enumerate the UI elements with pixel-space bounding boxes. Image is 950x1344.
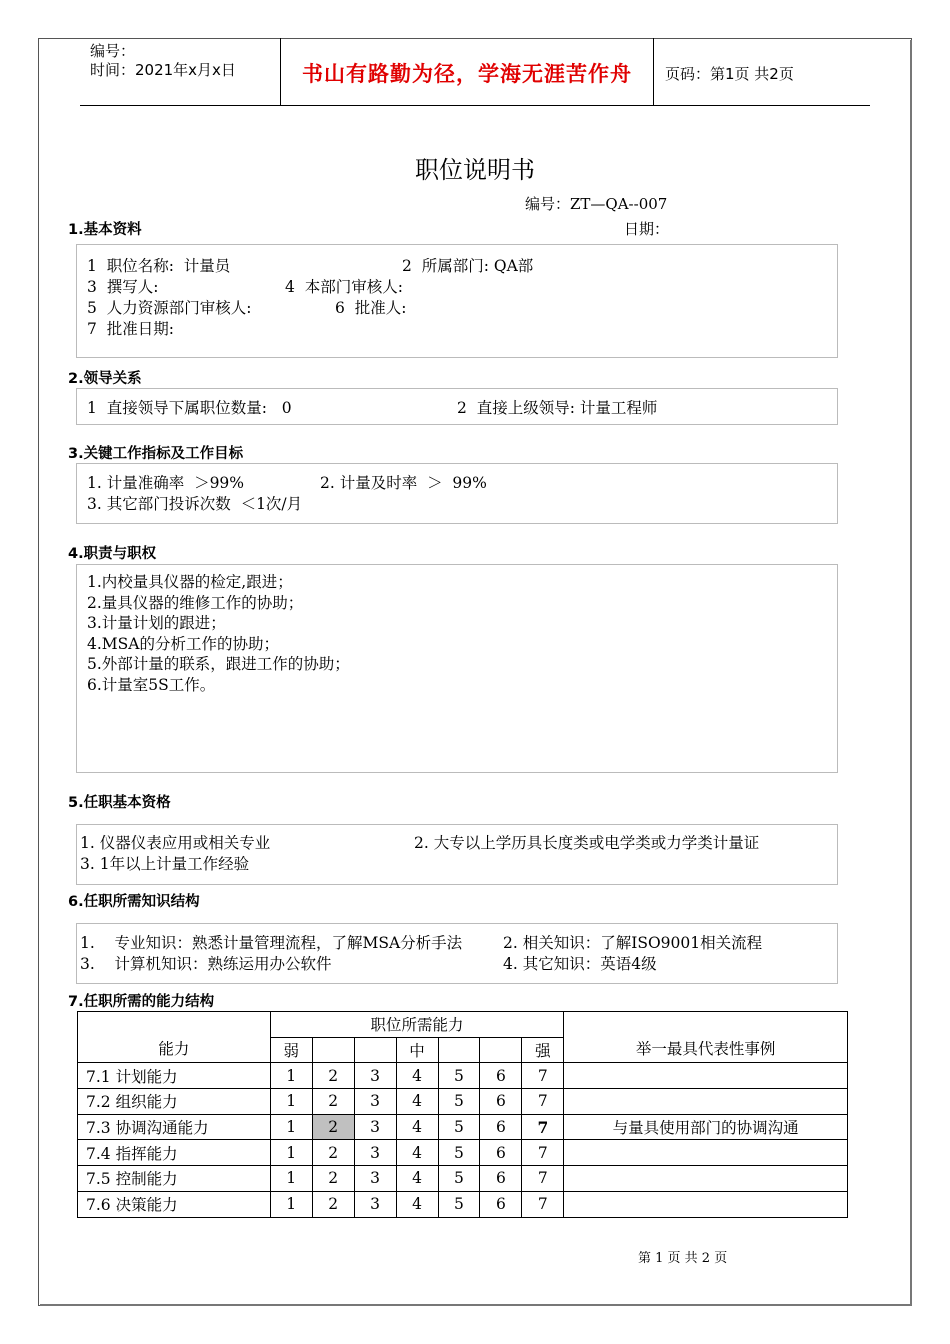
scale-cell: 3	[354, 1140, 396, 1166]
scale-mid: 中	[396, 1037, 438, 1063]
document-number: 编号：ZT—QA--007	[525, 195, 668, 213]
subordinates-count: 1 直接领导下属职位数量: 0	[87, 399, 292, 417]
duty-item: 3.计量计划的跟进；	[87, 614, 226, 632]
scale-cell: 7	[522, 1063, 564, 1089]
col-header-example: 举一最具代表性事例	[564, 1012, 848, 1063]
ability-name: 7.1 计划能力	[78, 1063, 271, 1089]
ability-name: 7.5 控制能力	[78, 1166, 271, 1192]
ability-example	[564, 1140, 848, 1166]
kpi-complaints: 3. 其它部门投诉次数 ＜1次/月	[87, 495, 303, 513]
scale-cell: 5	[438, 1114, 480, 1140]
header-divider	[280, 38, 281, 106]
kpi-timeliness: 2. 计量及时率 ＞ 99%	[320, 474, 487, 492]
department: 2 所属部门: QA部	[402, 257, 534, 275]
scale-cell: 7	[522, 1114, 564, 1140]
scale-cell: 6	[480, 1140, 522, 1166]
document-title: 职位说明书	[415, 156, 535, 184]
scale-cell: 7	[522, 1166, 564, 1192]
table-row	[78, 1063, 848, 1089]
scale-cell: 4	[396, 1191, 438, 1217]
section-title-knowledge: 6.任职所需知识结构	[68, 894, 200, 910]
page-header	[80, 38, 870, 106]
approver: 6 批准人:	[335, 299, 407, 317]
section-title-leadership: 2.领导关系	[68, 371, 142, 387]
approve-date: 7 批准日期:	[87, 320, 174, 338]
job-name: 1 职位名称: 计量员	[87, 257, 231, 275]
ability-example: 与量具使用部门的协调沟通	[564, 1114, 848, 1140]
scale-cell: 1	[270, 1089, 312, 1115]
dept-reviewer: 4 本部门审核人:	[285, 278, 403, 296]
table-row	[78, 1089, 848, 1115]
scale-strong: 强	[522, 1037, 564, 1063]
table-row	[78, 1114, 848, 1140]
duty-item: 4.MSA的分析工作的协助；	[87, 635, 279, 653]
hr-reviewer: 5 人力资源部门审核人:	[87, 299, 252, 317]
duty-item: 1.内校量具仪器的检定,跟进；	[87, 573, 293, 591]
scale-empty	[480, 1037, 522, 1063]
ability-name: 7.3 协调沟通能力	[78, 1114, 271, 1140]
header-time-label: 时间：2021年x月x日	[90, 61, 236, 79]
document-date-label: 日期：	[624, 220, 670, 238]
table-header-row	[78, 1012, 848, 1038]
page-footer: 第 1 页 共 2 页	[638, 1251, 728, 1266]
scale-cell: 4	[396, 1089, 438, 1115]
scale-cell: 3	[354, 1191, 396, 1217]
scale-cell: 2	[312, 1089, 354, 1115]
scale-cell: 5	[438, 1140, 480, 1166]
scale-cell: 1	[270, 1191, 312, 1217]
kpi-accuracy: 1. 计量准确率 ＞99%	[87, 474, 245, 492]
knowledge-professional: 1. 专业知识：熟悉计量管理流程，了解MSA分析手法	[80, 934, 463, 952]
scale-empty	[354, 1037, 396, 1063]
scale-cell: 7	[522, 1140, 564, 1166]
qualification-major: 1. 仪器仪表应用或相关专业	[80, 834, 271, 852]
scale-cell: 6	[480, 1166, 522, 1192]
section-title-qualifications: 5.任职基本资格	[68, 795, 171, 811]
table-row	[78, 1140, 848, 1166]
knowledge-related: 2. 相关知识：了解ISO9001相关流程	[503, 934, 763, 952]
scale-cell: 5	[438, 1063, 480, 1089]
header-divider	[653, 38, 654, 106]
scale-cell: 7	[522, 1191, 564, 1217]
section-title-kpi: 3.关键工作指标及工作目标	[68, 446, 244, 462]
scale-cell: 4	[396, 1140, 438, 1166]
section-title-basic-info: 1.基本资料	[68, 222, 142, 238]
header-left	[90, 42, 236, 80]
ability-name: 7.2 组织能力	[78, 1089, 271, 1115]
scale-cell: 5	[438, 1191, 480, 1217]
qualification-education: 2. 大专以上学历具长度类或电学类或力学类计量证	[414, 834, 760, 852]
scale-empty	[438, 1037, 480, 1063]
duty-item: 2.量具仪器的维修工作的协助；	[87, 594, 304, 612]
knowledge-computer: 3. 计算机知识：熟练运用办公软件	[80, 955, 332, 973]
scale-cell: 2	[312, 1140, 354, 1166]
ability-example	[564, 1191, 848, 1217]
qualification-experience: 3. 1年以上计量工作经验	[80, 855, 250, 873]
scale-cell: 1	[270, 1063, 312, 1089]
scale-cell: 7	[522, 1089, 564, 1115]
scale-cell: 3	[354, 1089, 396, 1115]
ability-example	[564, 1166, 848, 1192]
scale-cell: 3	[354, 1063, 396, 1089]
scale-cell: 6	[480, 1089, 522, 1115]
table-row	[78, 1166, 848, 1192]
scale-cell: 2	[312, 1166, 354, 1192]
scale-weak: 弱	[270, 1037, 312, 1063]
scale-cell: 4	[396, 1166, 438, 1192]
scale-cell-selected: 2	[312, 1114, 354, 1140]
ability-name: 7.6 决策能力	[78, 1191, 271, 1217]
header-motto: 书山有路勤为径，学海无涯苦作舟	[302, 62, 632, 86]
table-row	[78, 1191, 848, 1217]
direct-superior: 2 直接上级领导: 计量工程师	[457, 399, 658, 417]
ability-name: 7.4 指挥能力	[78, 1140, 271, 1166]
scale-cell: 1	[270, 1166, 312, 1192]
scale-cell: 5	[438, 1089, 480, 1115]
scale-cell: 6	[480, 1191, 522, 1217]
duty-item: 5.外部计量的联系，跟进工作的协助；	[87, 655, 350, 673]
duty-item: 6.计量室5S工作。	[87, 676, 216, 694]
scale-cell: 6	[480, 1063, 522, 1089]
header-page-info: 页码：第1页 共2页	[665, 65, 794, 83]
scale-cell: 2	[312, 1191, 354, 1217]
ability-example	[564, 1063, 848, 1089]
scale-cell: 4	[396, 1063, 438, 1089]
col-header-ability: 能力	[78, 1012, 271, 1063]
scale-cell: 4	[396, 1114, 438, 1140]
knowledge-other: 4. 其它知识：英语4级	[503, 955, 657, 973]
scale-cell: 1	[270, 1114, 312, 1140]
scale-cell: 3	[354, 1166, 396, 1192]
scale-empty	[312, 1037, 354, 1063]
writer: 3 撰写人:	[87, 278, 159, 296]
scale-cell: 2	[312, 1063, 354, 1089]
scale-cell: 1	[270, 1140, 312, 1166]
section-title-duties: 4.职责与职权	[68, 546, 157, 562]
col-header-required: 职位所需能力	[270, 1012, 564, 1038]
ability-table	[77, 1011, 848, 1218]
header-number-label: 编号：	[90, 42, 136, 60]
scale-cell: 5	[438, 1166, 480, 1192]
scale-cell: 3	[354, 1114, 396, 1140]
section-title-abilities: 7.任职所需的能力结构	[68, 994, 215, 1010]
scale-cell: 6	[480, 1114, 522, 1140]
ability-example	[564, 1089, 848, 1115]
